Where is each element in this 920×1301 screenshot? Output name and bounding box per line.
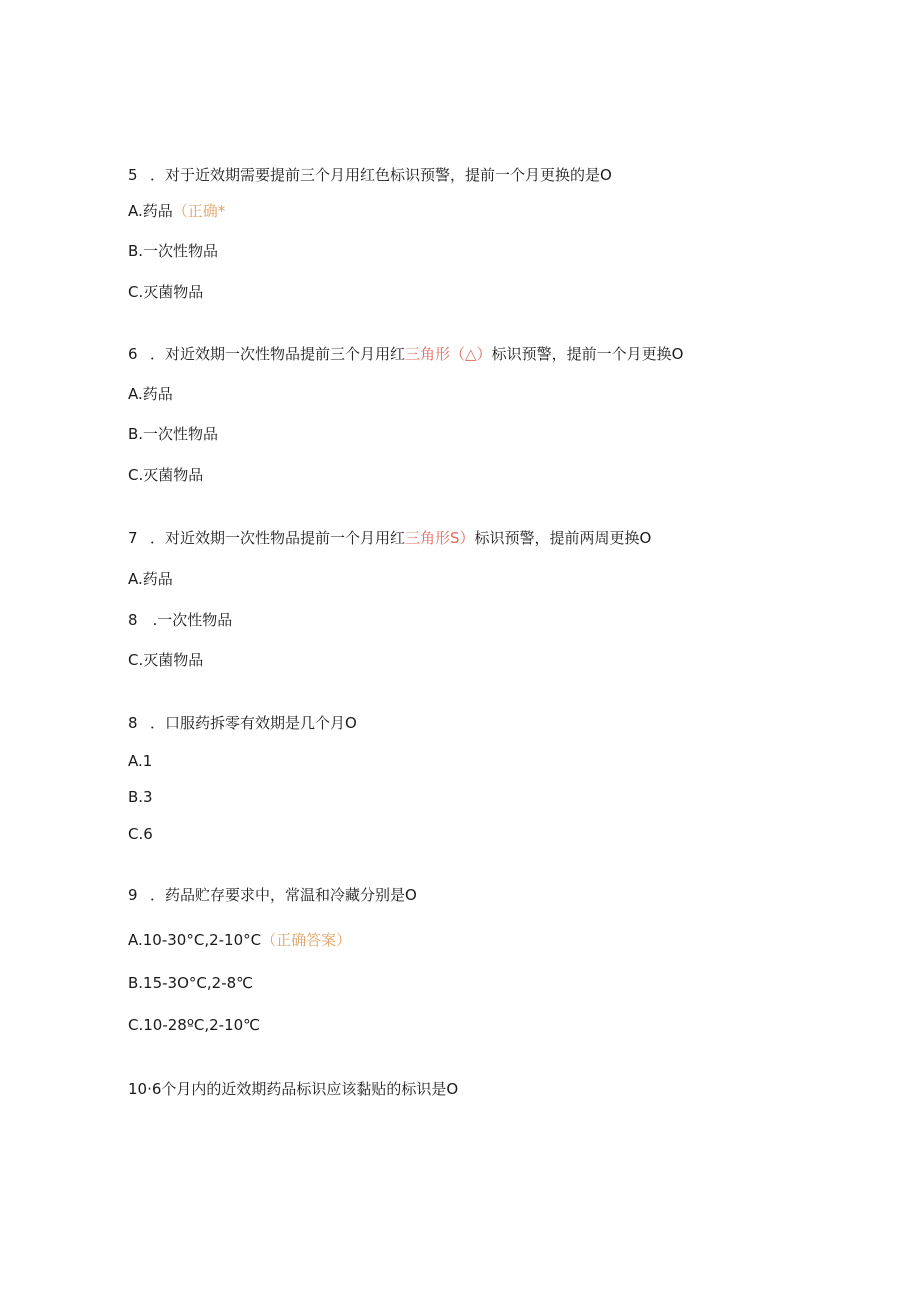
question-text: 10·6个月内的近效期药品标识应该黏贴的标识是O [128,1080,459,1098]
option-6b [128,424,218,444]
option-7c [128,650,203,670]
option-label: B.一次性物品 [128,242,219,260]
question-text: ．对近效期一次性物品提前一个月用红 [150,529,406,547]
question-8 [128,713,357,733]
option-label: A.10-30°C,2-10°C [128,931,262,949]
option-5a [128,201,225,221]
question-number: 6 [128,345,138,363]
question-text: ．口服药拆零有效期是几个月O [150,714,357,732]
answer-annotation: （正确答案） [261,931,352,949]
option-5c [128,282,203,302]
option-label: A.1 [128,752,153,770]
question-text: ．对近效期一次性物品提前三个月用红 [150,345,406,363]
question-text: ．对于近效期需要提前三个月用红色标识预警，提前一个月更换的是O [150,166,612,184]
option-label: C.灭菌物品 [128,466,204,484]
option-label: C.灭菌物品 [128,651,204,669]
question-highlight: 三角形S） [405,529,475,547]
question-9 [128,885,417,905]
option-label: C.10-28ºC,2-10℃ [128,1016,261,1034]
option-8b [128,787,153,807]
question-10 [128,1079,458,1099]
option-5b [128,241,218,261]
question-number: 5 [128,166,138,184]
answer-annotation: （正确* [172,202,226,220]
option-label: 8 .一次性物品 [128,611,233,629]
option-label: C.6 [128,825,153,843]
option-7a [128,569,173,589]
option-label: B.3 [128,788,153,806]
option-8c [128,824,153,844]
question-highlight: 三角形（△） [405,345,492,363]
option-label: A.药品 [128,570,173,588]
question-number: 8 [128,714,138,732]
question-text-end: 标识预警，提前两周更换O [474,529,652,547]
option-9b [128,973,253,993]
question-6 [128,344,683,364]
question-text: ．药品贮存要求中，常温和冷藏分别是O [150,886,417,904]
option-label: C.灭菌物品 [128,283,204,301]
question-number: 9 [128,886,138,904]
option-9c [128,1015,260,1035]
option-9a [128,930,351,950]
question-5 [128,165,612,185]
option-label: B.一次性物品 [128,425,219,443]
option-label: A.药品 [128,385,173,403]
option-label: A.药品 [128,202,173,220]
option-6a [128,384,173,404]
option-7b [128,610,232,630]
option-label: B.15-3O°C,2-8℃ [128,974,253,992]
option-6c [128,465,203,485]
option-8a [128,751,152,771]
question-7 [128,528,651,548]
question-text-end: 标识预警，提前一个月更换O [491,345,684,363]
question-number: 7 [128,529,138,547]
